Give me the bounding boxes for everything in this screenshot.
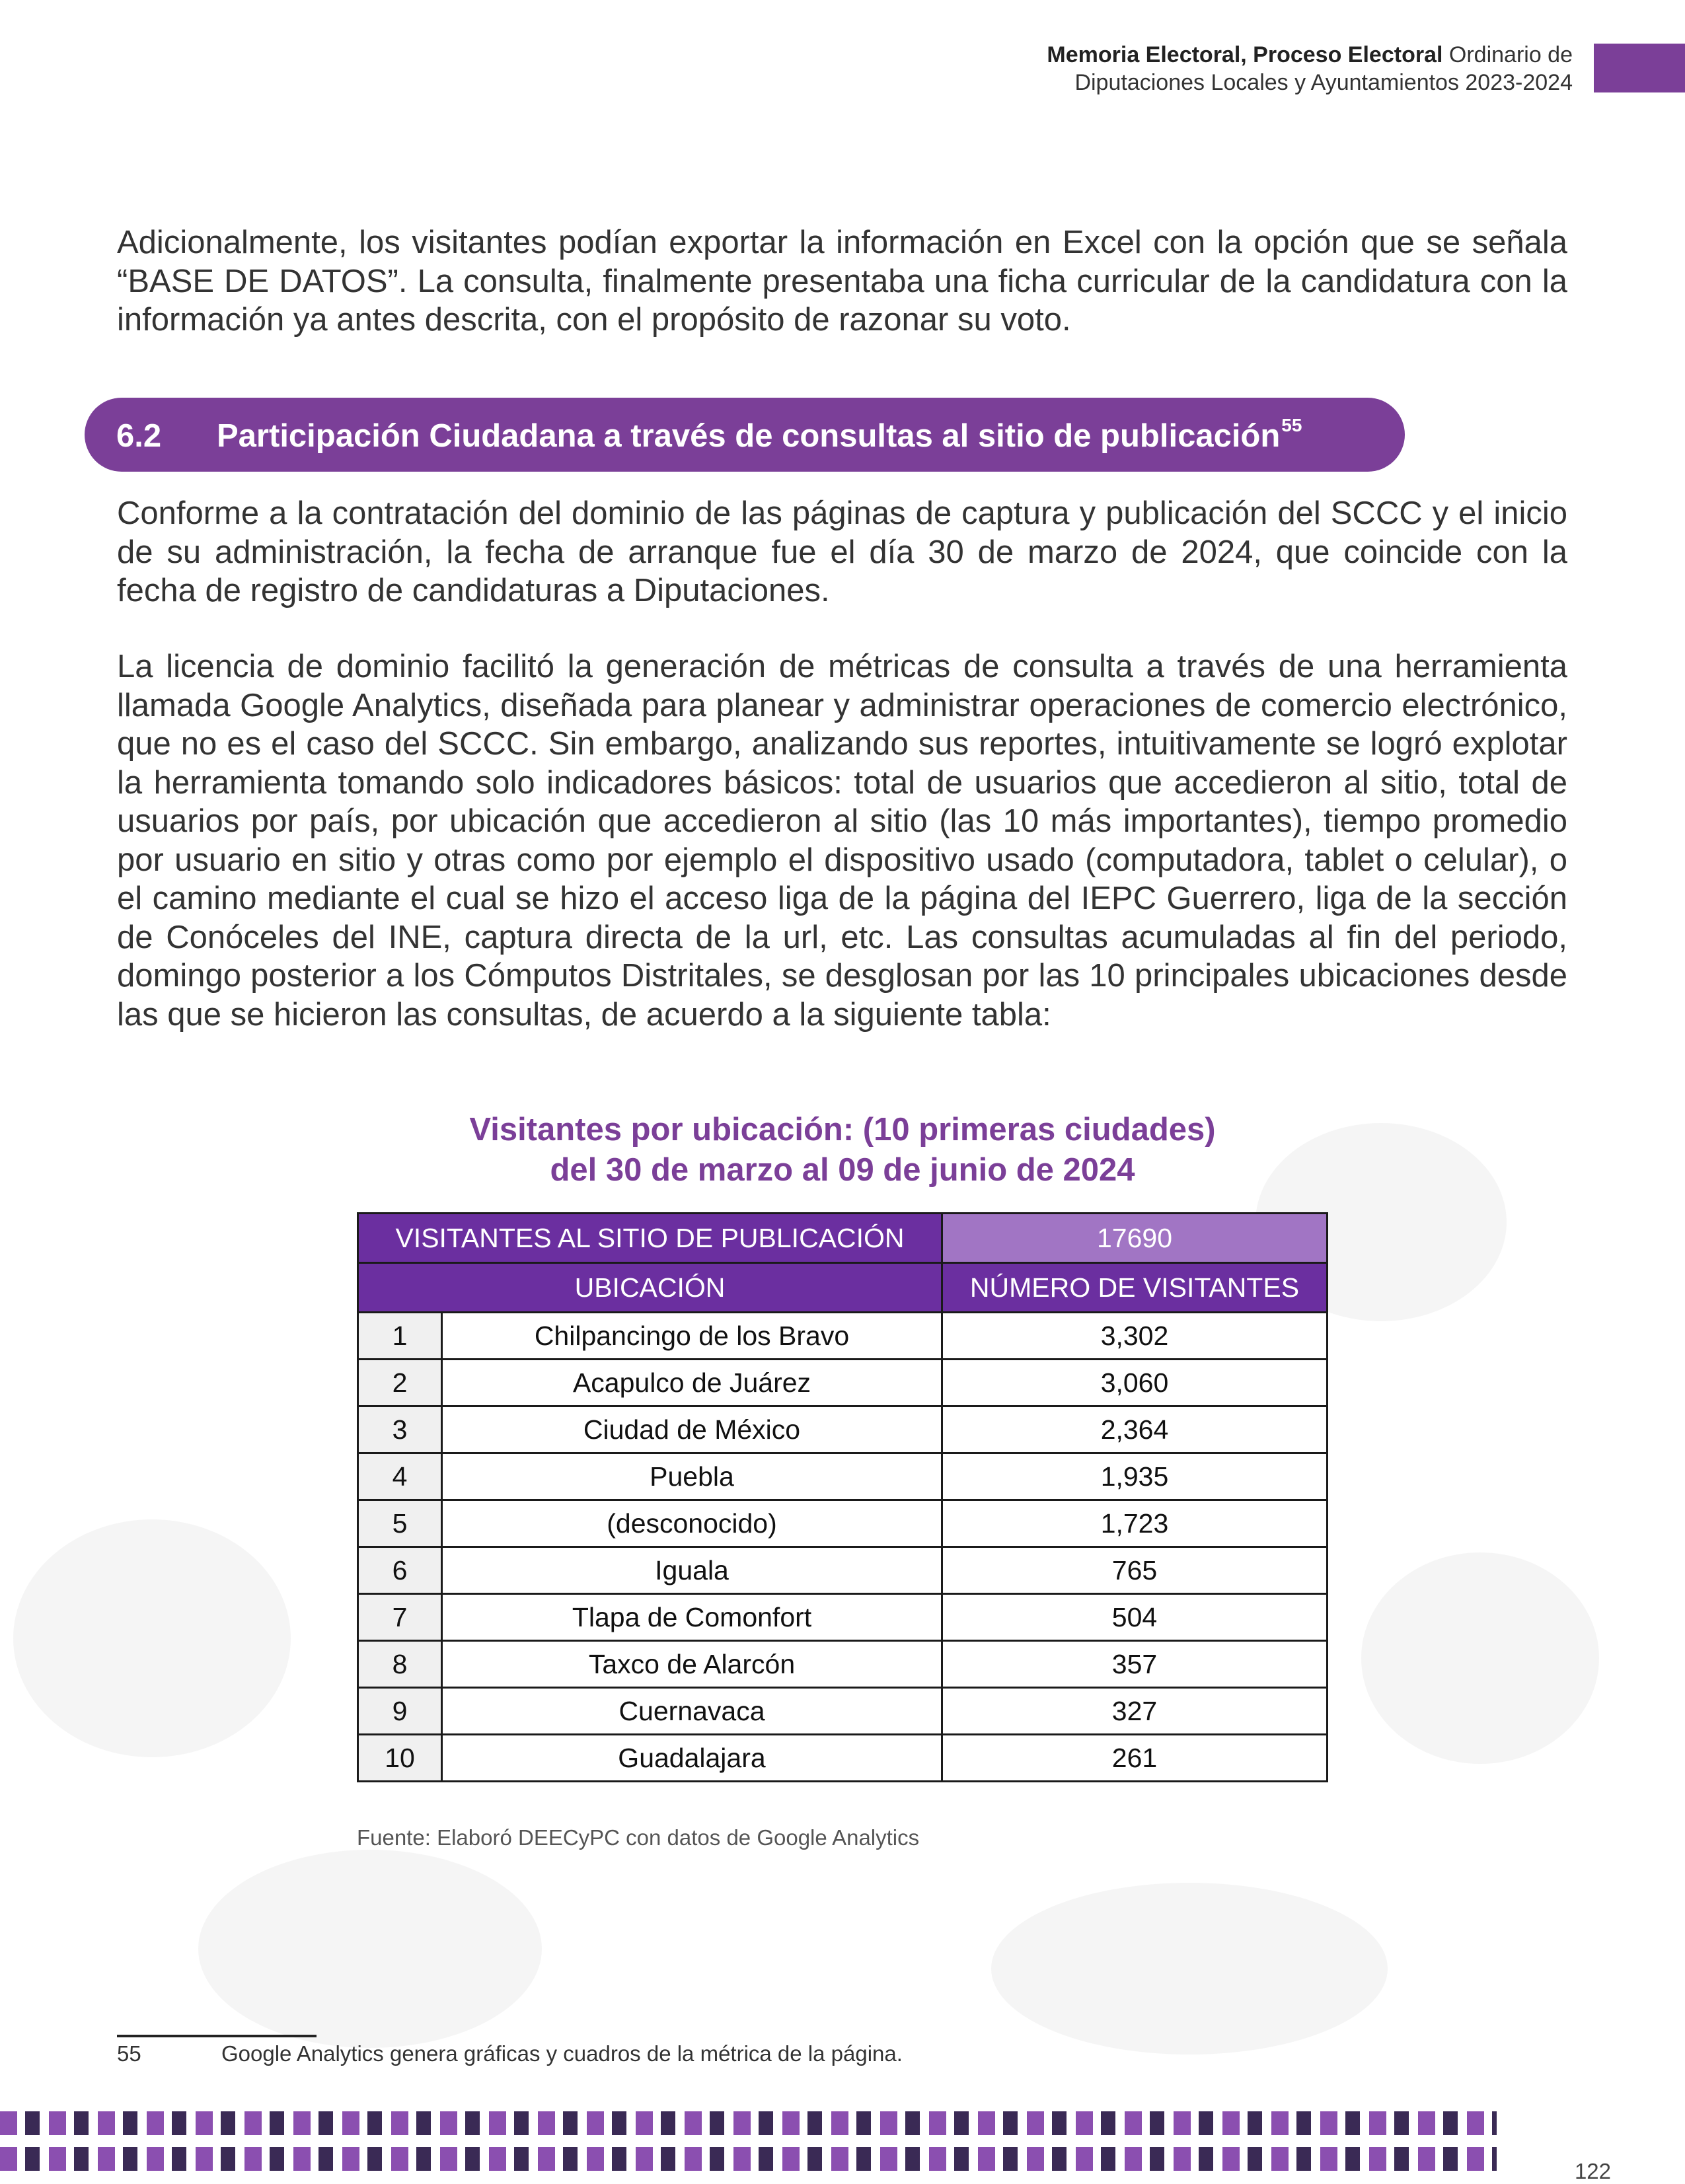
footnote-reference: 55 [1281, 415, 1302, 435]
table-caption-line2: del 30 de marzo al 09 de junio de 2024 [550, 1152, 1135, 1188]
table-caption-line1: Visitantes por ubicación: (10 primeras ciudades) [469, 1112, 1216, 1147]
table-header-row [358, 1263, 1328, 1313]
table-row [358, 1735, 1328, 1782]
table-row [358, 1406, 1328, 1453]
visitors-cell: 2,364 [942, 1406, 1328, 1453]
location-cell: Acapulco de Juárez [442, 1360, 942, 1406]
location-cell: Puebla [442, 1453, 942, 1500]
decorative-embroidery-border [0, 2107, 1497, 2171]
visitors-cell: 261 [942, 1735, 1328, 1782]
table-row [358, 1641, 1328, 1688]
rank-cell: 3 [358, 1406, 442, 1453]
location-cell: Iguala [442, 1547, 942, 1594]
intro-paragraph: Adicionalmente, los visitantes podían exportar la información en Excel con la opción que se señala “BASE DE DATOS”. La consulta, finalmente presentaba una ficha curricular de la candidatura con la información ya antes descrita, con el propósito de razonar su voto. [117, 225, 1567, 338]
table-row [358, 1453, 1328, 1500]
visitors-cell: 765 [942, 1547, 1328, 1594]
table-caption [0, 1110, 1685, 1190]
header-title-rest: Ordinario de [1448, 42, 1573, 67]
rank-cell: 6 [358, 1547, 442, 1594]
table-row [358, 1688, 1328, 1735]
visitors-cell: 1,723 [942, 1500, 1328, 1547]
location-cell: Taxco de Alarcón [442, 1641, 942, 1688]
header-title-bold: Memoria Electoral, Proceso Electoral [1047, 42, 1443, 67]
location-cell: Cuernavaca [442, 1688, 942, 1735]
location-cell: Chilpancingo de los Bravo [442, 1313, 942, 1360]
background-pattern [13, 1519, 291, 1757]
footnote-number: 55 [117, 2041, 141, 2066]
total-label: VISITANTES AL SITIO DE PUBLICACIÓN [358, 1214, 942, 1263]
visitors-cell: 327 [942, 1688, 1328, 1735]
paragraph-1: Conforme a la contratación del dominio de las páginas de captura y publicación del SCCC y el inicio de su administración, la fecha de arranque fue el día 30 de marzo de 2024, que coincide con la fecha de registro de candidaturas a Diputaciones. [117, 495, 1567, 608]
rank-cell: 8 [358, 1641, 442, 1688]
background-pattern [991, 1883, 1388, 2055]
header-accent-bar [1594, 44, 1685, 92]
section-number: 6.2 [116, 418, 162, 454]
table-row [358, 1313, 1328, 1360]
location-cell: Guadalajara [442, 1735, 942, 1782]
section-heading [85, 398, 1405, 472]
header-line2: Diputaciones Locales y Ayuntamientos 2023-2024 [1074, 70, 1573, 95]
footnote-text: Google Analytics genera gráficas y cuadros de la métrica de la página. [221, 2041, 903, 2066]
visitors-table [357, 1212, 1328, 1782]
rank-cell: 1 [358, 1313, 442, 1360]
paragraph-2: La licencia de dominio facilitó la generación de métricas de consulta a través de una herramienta llamada Google Analytics, diseñada para planear y administrar operaciones de comercio electrónico, que no es el caso del SCCC. Sin embargo, analizando sus reportes, intuitivamente se logró explotar la herramienta tomando solo indicadores básicos: total de usuarios que accedieron al sitio, total de usuarios por país, por ubicación que accedieron al sitio (las 10 más importantes), tiempo promedio por usuario en sitio y otras como por ejemplo el dispositivo usado (computadora, tablet o celular), o el camino mediante el cual se hizo el acceso liga de la página del IEPC Guerrero, liga de la sección de Conóceles del INE, captura directa de la url, etc. Las consultas acumuladas al fin del periodo, domingo posterior a los Cómputos Distritales, se desglosan por las 10 principales ubicaciones desde las que se hicieron las consultas, de acuerdo a la siguiente tabla: [117, 649, 1567, 1033]
rank-cell: 5 [358, 1500, 442, 1547]
footnote-divider [117, 2035, 317, 2037]
column-header-location: UBICACIÓN [358, 1263, 942, 1313]
visitors-cell: 504 [942, 1594, 1328, 1641]
location-cell: (desconocido) [442, 1500, 942, 1547]
footnote [117, 2041, 903, 2066]
background-pattern [198, 1850, 542, 2048]
table-row [358, 1500, 1328, 1547]
section-title: Participación Ciudadana a través de consultas al sitio de publicación [217, 418, 1281, 454]
rank-cell: 9 [358, 1688, 442, 1735]
table-total-row [358, 1214, 1328, 1263]
rank-cell: 7 [358, 1594, 442, 1641]
rank-cell: 2 [358, 1360, 442, 1406]
table-row [358, 1360, 1328, 1406]
rank-cell: 4 [358, 1453, 442, 1500]
visitors-cell: 3,060 [942, 1360, 1328, 1406]
table-source: Fuente: Elaboró DEECyPC con datos de Google Analytics [357, 1825, 920, 1850]
rank-cell: 10 [358, 1735, 442, 1782]
column-header-visitors: NÚMERO DE VISITANTES [942, 1263, 1328, 1313]
visitors-cell: 357 [942, 1641, 1328, 1688]
table-row [358, 1547, 1328, 1594]
location-cell: Ciudad de México [442, 1406, 942, 1453]
page-number: 122 [1574, 2159, 1611, 2183]
visitors-cell: 1,935 [942, 1453, 1328, 1500]
location-cell: Tlapa de Comonfort [442, 1594, 942, 1641]
table-row [358, 1594, 1328, 1641]
background-pattern [1361, 1552, 1599, 1764]
total-value: 17690 [942, 1214, 1328, 1263]
running-header [1047, 41, 1573, 96]
visitors-cell: 3,302 [942, 1313, 1328, 1360]
